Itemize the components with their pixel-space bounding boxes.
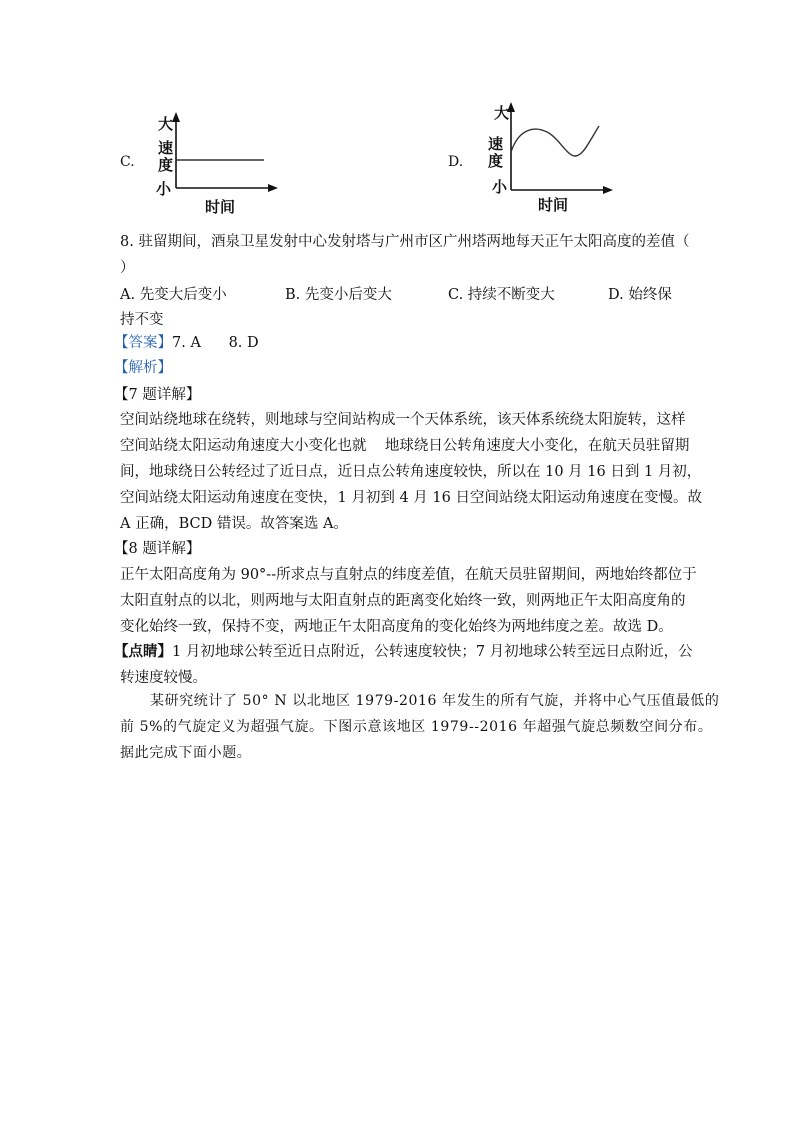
q8-option-b: B. 先变小后变大 <box>285 287 392 303</box>
graph-d-wave-curve <box>511 126 599 156</box>
q8-stem-line2: ） <box>120 260 135 276</box>
tip-line2: 转速度较慢。 <box>120 670 207 686</box>
option-c-label: C. <box>120 154 135 170</box>
q7-detail-line: 空间站绕地球在绕转，则地球与空间站构成一个天体系统，该天体系统绕太阳旋转，这样 <box>120 412 686 428</box>
q8-detail-line: 正午太阳高度角为 90°--所求点与直射点的纬度差值，在航天员驻留期间，两地始终都位于 <box>120 567 697 583</box>
graph-d-y-high: 大 <box>494 104 510 122</box>
answer-text: 7. A 8. D <box>172 335 259 351</box>
q7-detail-line: 空间站绕太阳运动角速度大小变化也就 地球绕日公转角速度大小变化，在航天员驻留期 <box>120 438 690 454</box>
q7-detail-heading: 【7 题详解】 <box>114 387 201 403</box>
q8-detail-heading: 【8 题详解】 <box>114 541 201 557</box>
graph-d-y-label <box>488 136 504 170</box>
q8-stem-line1: 8. 驻留期间，酒泉卫星发射中心发射塔与广州市区广州塔两地每天正午太阳高度的差值（ <box>120 234 690 250</box>
q7-detail-line: 间，地球绕日公转经过了近日点，近日点公转角速度较快，所以在 10 月 16 日到 1 月初， <box>120 464 702 480</box>
tip-text: 1 月初地球公转至近日点附近，公转速度较快；7 月初地球公转至远日点附近，公 <box>172 644 693 660</box>
q8-detail-line: 变化始终一致，保持不变，两地正午太阳高度角的变化始终为两地纬度之差。故选 D。 <box>120 619 673 635</box>
analysis-tag: 【解析】 <box>114 360 172 376</box>
q8-option-a: A. 先变大后变小 <box>120 287 227 303</box>
tip-line1 <box>114 638 693 666</box>
q8-option-c: C. 持续不断变大 <box>448 287 555 303</box>
graph-d-y-low: 小 <box>492 178 508 196</box>
graph-c-y-high: 大 <box>158 115 174 133</box>
q8-option-d: D. 始终保 <box>608 287 672 303</box>
graph-d-y-label-text: 速度 <box>488 135 504 170</box>
passage-line: 前 5%的气旋定义为超强气旋。下图示意该地区 1979--2016 年超强气旋总频数空间分布。 <box>120 719 713 735</box>
q7-detail-line: 空间站绕太阳运动角速度在变快，1 月初到 4 月 16 日空间站绕太阳运动角速度在变慢。故 <box>120 490 702 506</box>
q8-detail-line: 太阳直射点的以北，则两地与太阳直射点的距离变化始终一致，则两地正午太阳高度角的 <box>120 593 686 609</box>
graph-d-x-label: 时间 <box>538 196 569 214</box>
graph-c-x-label: 时间 <box>205 198 236 216</box>
answer-tag: 【答案】 <box>114 335 172 351</box>
passage-line: 据此完成下面小题。 <box>120 745 252 761</box>
tip-tag: 【点睛】 <box>114 643 172 660</box>
passage-line: 某研究统计了 50° N 以北地区 1979-2016 年发生的所有气旋，并将中心气压值最低的 <box>150 693 720 709</box>
q8-option-d-wrap: 持不变 <box>120 312 164 328</box>
answer-line <box>114 329 259 357</box>
q7-detail-line: A 正确，BCD 错误。故答案选 A。 <box>120 516 348 532</box>
graph-c-y-label <box>158 140 174 174</box>
graph-c-y-low: 小 <box>156 180 172 198</box>
graph-c-y-label-text: 速度 <box>158 139 174 174</box>
option-d-label: D. <box>448 154 464 170</box>
